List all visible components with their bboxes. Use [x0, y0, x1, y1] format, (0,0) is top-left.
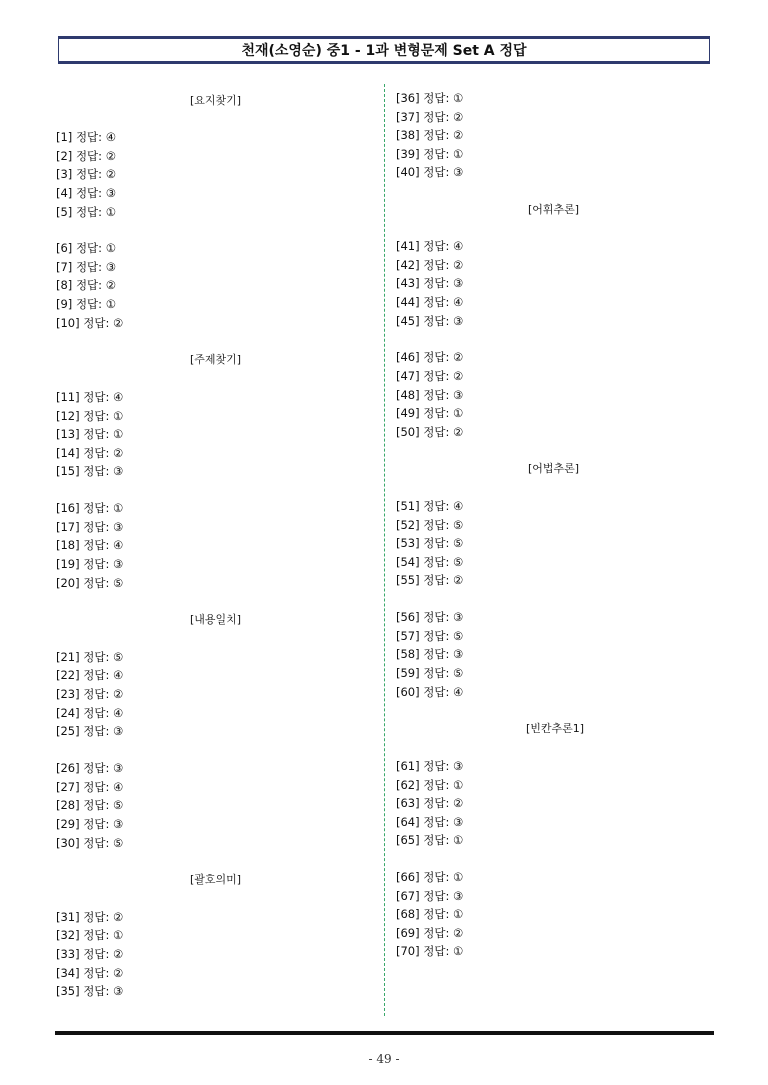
answer-item: [67] 정답: ③: [396, 889, 464, 903]
answer-item: [52] 정답: ⑤: [396, 518, 464, 532]
answer-item: [4] 정답: ③: [56, 186, 117, 200]
footer-rule: [55, 1031, 714, 1035]
answer-item: [44] 정답: ④: [396, 295, 464, 309]
answer-item: [31] 정답: ②: [56, 910, 124, 924]
answer-item: [2] 정답: ②: [56, 149, 117, 163]
answer-item: [36] 정답: ①: [396, 91, 464, 105]
page-number: - 49 -: [368, 1052, 400, 1066]
answer-item: [54] 정답: ⑤: [396, 555, 464, 569]
answer-item: [69] 정답: ②: [396, 926, 464, 940]
answer-item: [32] 정답: ①: [56, 928, 124, 942]
answer-item: [59] 정답: ⑤: [396, 666, 464, 680]
answer-item: [47] 정답: ②: [396, 369, 464, 383]
answer-item: [22] 정답: ④: [56, 668, 124, 682]
answer-item: [1] 정답: ④: [56, 130, 117, 144]
answer-item: [6] 정답: ①: [56, 241, 117, 255]
answer-item: [65] 정답: ①: [396, 833, 464, 847]
answer-item: [17] 정답: ③: [56, 520, 124, 534]
answer-item: [24] 정답: ④: [56, 706, 124, 720]
answer-item: [30] 정답: ⑤: [56, 836, 124, 850]
answer-item: [18] 정답: ④: [56, 538, 124, 552]
answer-item: [68] 정답: ①: [396, 907, 464, 921]
answer-item: [3] 정답: ②: [56, 167, 117, 181]
answer-item: [9] 정답: ①: [56, 297, 117, 311]
answer-item: [56] 정답: ③: [396, 610, 464, 624]
answer-item: [35] 정답: ③: [56, 984, 124, 998]
answer-item: [7] 정답: ③: [56, 260, 117, 274]
answer-item: [58] 정답: ③: [396, 647, 464, 661]
answer-item: [11] 정답: ④: [56, 390, 124, 404]
answer-item: [29] 정답: ③: [56, 817, 124, 831]
answer-item: [33] 정답: ②: [56, 947, 124, 961]
answer-item: [26] 정답: ③: [56, 761, 124, 775]
answer-item: [14] 정답: ②: [56, 446, 124, 460]
answer-item: [63] 정답: ②: [396, 796, 464, 810]
answer-item: [8] 정답: ②: [56, 278, 117, 292]
answer-item: [16] 정답: ①: [56, 501, 124, 515]
answer-item: [15] 정답: ③: [56, 464, 124, 478]
section-heading-vocabulary: [어휘추론]: [528, 203, 580, 216]
answer-item: [41] 정답: ④: [396, 239, 464, 253]
answer-item: [57] 정답: ⑤: [396, 629, 464, 643]
answer-item: [70] 정답: ①: [396, 944, 464, 958]
answer-item: [38] 정답: ②: [396, 128, 464, 142]
answer-item: [60] 정답: ④: [396, 685, 464, 699]
answer-item: [61] 정답: ③: [396, 759, 464, 773]
answer-item: [34] 정답: ②: [56, 966, 124, 980]
answer-item: [10] 정답: ②: [56, 316, 124, 330]
answer-item: [49] 정답: ①: [396, 406, 464, 420]
answer-item: [43] 정답: ③: [396, 276, 464, 290]
answer-item: [55] 정답: ②: [396, 573, 464, 587]
answer-item: [42] 정답: ②: [396, 258, 464, 272]
section-heading-grammar: [어법추론]: [528, 462, 580, 475]
answer-item: [50] 정답: ②: [396, 425, 464, 439]
answer-item: [64] 정답: ③: [396, 815, 464, 829]
answer-item: [62] 정답: ①: [396, 778, 464, 792]
section-heading-main-idea: [요지찾기]: [190, 94, 242, 107]
answer-item: [48] 정답: ③: [396, 388, 464, 402]
answer-item: [53] 정답: ⑤: [396, 536, 464, 550]
answer-item: [45] 정답: ③: [396, 314, 464, 328]
answer-item: [23] 정답: ②: [56, 687, 124, 701]
answer-item: [20] 정답: ⑤: [56, 576, 124, 590]
section-heading-bracket-meaning: [괄호의미]: [190, 873, 242, 886]
answer-item: [66] 정답: ①: [396, 870, 464, 884]
answer-item: [13] 정답: ①: [56, 427, 124, 441]
section-heading-blank: [빈칸추론1]: [526, 722, 585, 735]
section-heading-topic: [주제찾기]: [190, 353, 242, 366]
answer-item: [39] 정답: ①: [396, 147, 464, 161]
answer-item: [27] 정답: ④: [56, 780, 124, 794]
answer-item: [12] 정답: ①: [56, 409, 124, 423]
answer-item: [46] 정답: ②: [396, 350, 464, 364]
answer-item: [51] 정답: ④: [396, 499, 464, 513]
column-divider: [384, 84, 385, 1016]
answer-item: [19] 정답: ③: [56, 557, 124, 571]
answer-item: [28] 정답: ⑤: [56, 798, 124, 812]
answer-item: [37] 정답: ②: [396, 110, 464, 124]
answer-item: [5] 정답: ①: [56, 205, 117, 219]
section-heading-content-match: [내용일치]: [190, 613, 242, 626]
page-title: 천재(소영순) 중1 - 1과 변형문제 Set A 정답: [58, 36, 710, 64]
answer-item: [40] 정답: ③: [396, 165, 464, 179]
answer-item: [25] 정답: ③: [56, 724, 124, 738]
answer-item: [21] 정답: ⑤: [56, 650, 124, 664]
